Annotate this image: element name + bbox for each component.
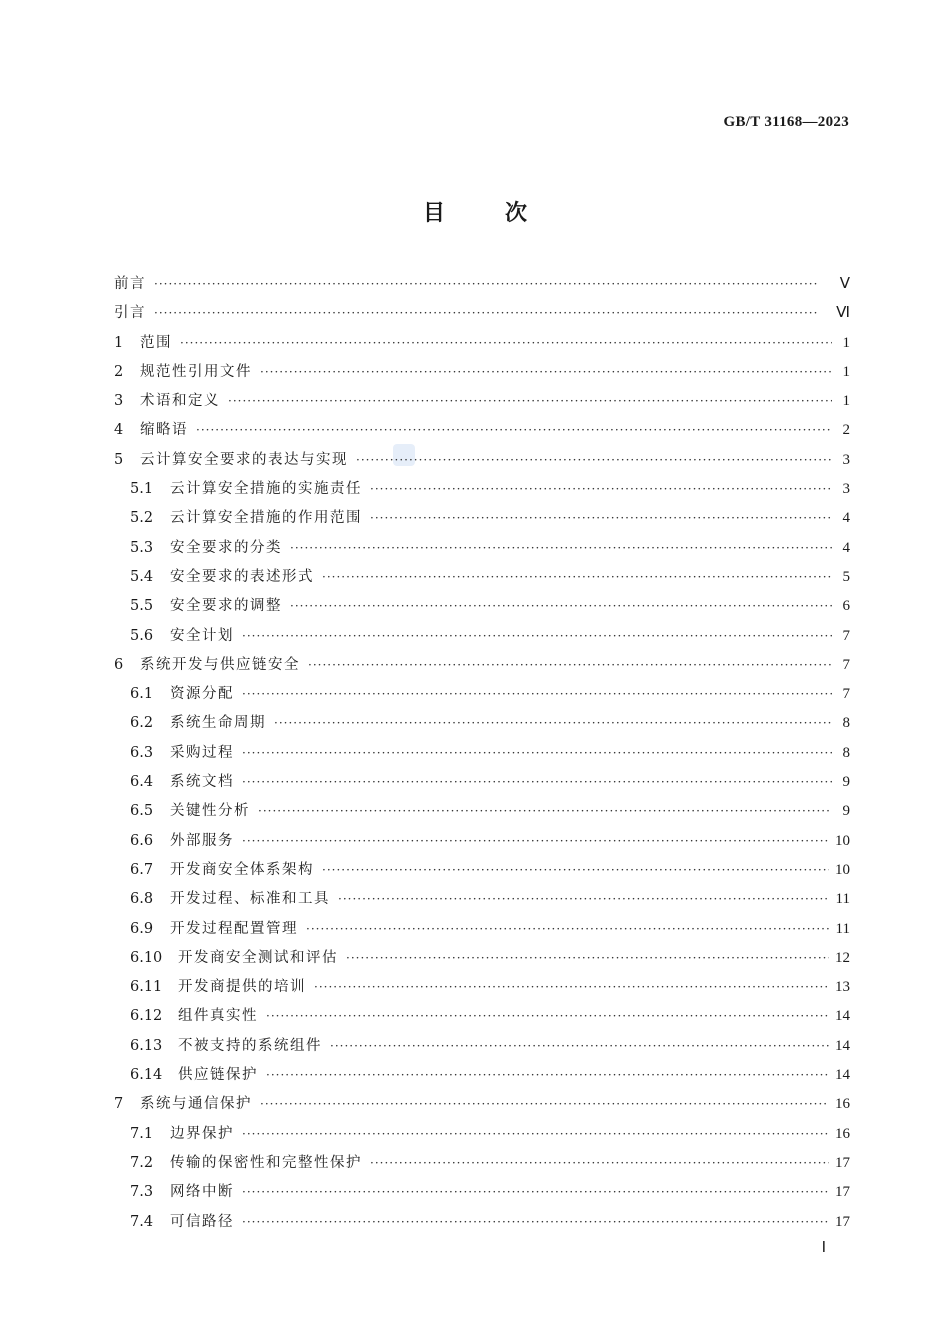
toc-entry[interactable] [114, 827, 850, 856]
toc-entry[interactable] [114, 299, 850, 328]
toc-entry-page: 1 [842, 334, 850, 351]
toc-entry[interactable] [114, 622, 850, 651]
toc-entry[interactable] [114, 885, 850, 914]
toc-entry-page: Ⅴ [839, 276, 850, 292]
toc-entry-title: 不被支持的系统组件 [178, 1037, 322, 1054]
toc-entry-page: 1 [842, 363, 850, 380]
table-of-contents [114, 270, 850, 1237]
toc-entry-number: 6.4 [130, 774, 154, 791]
page-folio: Ⅰ [821, 1240, 826, 1256]
toc-entry[interactable] [114, 446, 850, 475]
toc-entry-number: 7 [114, 1096, 124, 1113]
toc-entry-page: 5 [842, 568, 850, 585]
page-title-part2: 次 [505, 201, 528, 226]
toc-leader-dots [322, 563, 832, 592]
toc-entry-title: 云计算安全要求的表达与实现 [140, 451, 348, 468]
toc-entry-page: 10 [835, 861, 850, 878]
toc-entry-title: 引言 [114, 305, 146, 322]
toc-entry-page: 13 [835, 979, 850, 996]
toc-entry-title: 系统与通信保护 [140, 1096, 252, 1113]
toc-entry-page: 9 [842, 774, 850, 791]
page-title-part1: 目 [422, 201, 445, 226]
toc-entry-page: 9 [842, 803, 850, 820]
page-title [0, 196, 950, 227]
toc-entry-number: 7.1 [130, 1125, 154, 1142]
toc-entry-page: 7 [842, 627, 850, 644]
toc-entry-page: 3 [842, 451, 850, 468]
toc-entry-number: 7.3 [130, 1184, 154, 1201]
toc-entry[interactable] [114, 680, 850, 709]
toc-entry-title: 系统开发与供应链安全 [140, 656, 300, 673]
toc-entry-title: 采购过程 [170, 744, 234, 761]
toc-entry-page: 6 [842, 598, 850, 615]
toc-leader-dots [266, 1002, 829, 1031]
toc-entry[interactable] [114, 358, 850, 387]
toc-entry-number: 6.1 [130, 686, 154, 703]
toc-entry[interactable] [114, 504, 850, 533]
toc-entry-number: 5.3 [130, 539, 154, 556]
toc-entry-page: 17 [835, 1184, 850, 1201]
toc-entry-title: 网络中断 [170, 1184, 234, 1201]
toc-entry[interactable] [114, 651, 850, 680]
toc-leader-dots [260, 1090, 829, 1119]
toc-entry-number: 6.9 [130, 920, 154, 937]
toc-entry-number: 6.14 [130, 1067, 163, 1084]
toc-entry[interactable] [114, 1149, 850, 1178]
toc-entry-number: 6.12 [130, 1008, 163, 1025]
toc-entry[interactable] [114, 387, 850, 416]
toc-entry-page: 11 [835, 920, 850, 937]
toc-entry[interactable] [114, 1090, 850, 1119]
toc-leader-dots [242, 1208, 829, 1237]
toc-entry-page: 2 [842, 422, 850, 439]
toc-leader-dots [154, 270, 832, 299]
toc-entry-title: 安全要求的调整 [170, 598, 282, 615]
toc-entry[interactable] [114, 329, 850, 358]
toc-entry-page: 17 [835, 1154, 850, 1171]
toc-entry-title: 范围 [140, 334, 172, 351]
toc-entry-title: 边界保护 [170, 1125, 234, 1142]
toc-entry[interactable] [114, 1061, 850, 1090]
toc-leader-dots [314, 973, 829, 1002]
toc-entry-number: 5 [114, 451, 124, 468]
toc-entry[interactable] [114, 592, 850, 621]
toc-entry-title: 系统生命周期 [170, 715, 266, 732]
toc-leader-dots [180, 329, 832, 358]
toc-entry-title: 开发过程配置管理 [170, 920, 298, 937]
toc-entry-number: 6.6 [130, 832, 154, 849]
toc-leader-dots [370, 1149, 829, 1178]
toc-entry-number: 6.7 [130, 861, 154, 878]
toc-entry-title: 缩略语 [140, 422, 188, 439]
toc-entry-title: 安全要求的分类 [170, 539, 282, 556]
toc-entry[interactable] [114, 475, 850, 504]
toc-entry-title: 组件真实性 [178, 1008, 258, 1025]
toc-entry-number: 6.8 [130, 891, 154, 908]
toc-entry-number: 6 [114, 656, 124, 673]
toc-entry-page: 16 [835, 1125, 850, 1142]
toc-entry[interactable] [114, 915, 850, 944]
toc-entry-title: 资源分配 [170, 686, 234, 703]
toc-entry-number: 3 [114, 393, 124, 410]
toc-entry[interactable] [114, 973, 850, 1002]
toc-entry-number: 6.5 [130, 803, 154, 820]
toc-leader-dots [290, 534, 832, 563]
toc-leader-dots [308, 651, 832, 680]
toc-entry[interactable] [114, 1208, 850, 1237]
toc-entry-number: 6.13 [130, 1037, 163, 1054]
toc-entry-title: 术语和定义 [140, 393, 220, 410]
toc-leader-dots [242, 680, 832, 709]
toc-entry-number: 1 [114, 334, 124, 351]
toc-entry-page: 17 [835, 1213, 850, 1230]
toc-leader-dots [242, 768, 832, 797]
toc-entry-title: 开发商安全测试和评估 [178, 949, 338, 966]
toc-entry-title: 云计算安全措施的作用范围 [170, 510, 362, 527]
toc-leader-dots [338, 885, 830, 914]
toc-entry[interactable] [114, 797, 850, 826]
toc-entry[interactable] [114, 416, 850, 445]
toc-entry-page: 3 [842, 481, 850, 498]
toc-entry-page: 12 [835, 949, 850, 966]
toc-entry[interactable] [114, 768, 850, 797]
toc-entry-number: 5.2 [130, 510, 154, 527]
toc-leader-dots [242, 827, 829, 856]
toc-entry-number: 6.10 [130, 949, 163, 966]
toc-entry-page: 14 [835, 1008, 850, 1025]
toc-leader-dots [242, 622, 832, 651]
toc-leader-dots [242, 1178, 829, 1207]
toc-leader-dots [260, 358, 832, 387]
toc-entry-title: 前言 [114, 276, 146, 292]
toc-entry[interactable] [114, 1002, 850, 1031]
toc-entry-number: 6.3 [130, 744, 154, 761]
toc-entry[interactable] [114, 944, 850, 973]
toc-entry-page: Ⅵ [836, 305, 850, 322]
toc-entry[interactable] [114, 739, 850, 768]
toc-entry-number: 5.5 [130, 598, 154, 615]
toc-entry-title: 规范性引用文件 [140, 363, 252, 380]
toc-entry-title: 传输的保密性和完整性保护 [170, 1154, 362, 1171]
toc-entry-page: 8 [842, 715, 850, 732]
toc-entry[interactable] [114, 856, 850, 885]
toc-leader-dots [330, 1032, 829, 1061]
toc-leader-dots [322, 856, 829, 885]
document-code: GB/T 31168—2023 [723, 114, 849, 130]
toc-entry-title: 供应链保护 [178, 1067, 258, 1084]
toc-entry-page: 10 [835, 832, 850, 849]
toc-entry-number: 4 [114, 422, 124, 439]
toc-entry-number: 5.4 [130, 568, 154, 585]
toc-leader-dots [266, 1061, 829, 1090]
toc-entry-page: 4 [842, 510, 850, 527]
toc-leader-dots [370, 475, 832, 504]
toc-entry-number: 5.6 [130, 627, 154, 644]
toc-leader-dots [290, 592, 832, 621]
toc-leader-dots [306, 915, 830, 944]
toc-entry[interactable] [114, 1032, 850, 1061]
toc-leader-dots [274, 709, 832, 738]
toc-entry-title: 外部服务 [170, 832, 234, 849]
toc-entry-title: 安全计划 [170, 627, 234, 644]
toc-entry-title: 开发商提供的培训 [178, 979, 306, 996]
toc-entry-page: 4 [842, 539, 850, 556]
toc-entry-page: 16 [835, 1096, 850, 1113]
toc-leader-dots [370, 504, 832, 533]
toc-entry-page: 7 [842, 686, 850, 703]
toc-entry-title: 云计算安全措施的实施责任 [170, 481, 362, 498]
toc-entry-number: 2 [114, 363, 124, 380]
toc-entry[interactable] [114, 1178, 850, 1207]
toc-entry-page: 14 [835, 1037, 850, 1054]
toc-leader-dots [196, 416, 832, 445]
toc-entry-title: 安全要求的表述形式 [170, 568, 314, 585]
toc-entry-page: 14 [835, 1067, 850, 1084]
toc-entry-number: 6.2 [130, 715, 154, 732]
toc-leader-dots [154, 299, 830, 328]
toc-entry-number: 7.2 [130, 1154, 154, 1171]
toc-entry-page: 11 [835, 891, 850, 908]
toc-entry[interactable] [114, 709, 850, 738]
toc-entry[interactable] [114, 270, 850, 299]
toc-leader-dots [356, 446, 832, 475]
toc-entry-number: 6.11 [130, 979, 163, 996]
toc-entry-page: 7 [842, 656, 850, 673]
toc-entry-number: 5.1 [130, 481, 154, 498]
toc-leader-dots [242, 739, 832, 768]
toc-entry-title: 系统文档 [170, 774, 234, 791]
toc-entry[interactable] [114, 1120, 850, 1149]
toc-leader-dots [242, 1120, 829, 1149]
toc-leader-dots [258, 797, 832, 826]
toc-entry-number: 7.4 [130, 1213, 154, 1230]
toc-entry-title: 开发商安全体系架构 [170, 861, 314, 878]
toc-entry-page: 1 [842, 393, 850, 410]
toc-entry-title: 开发过程、标准和工具 [170, 891, 330, 908]
toc-entry[interactable] [114, 563, 850, 592]
toc-entry[interactable] [114, 534, 850, 563]
toc-entry-page: 8 [842, 744, 850, 761]
toc-leader-dots [346, 944, 829, 973]
toc-entry-title: 关键性分析 [170, 803, 250, 820]
toc-leader-dots [228, 387, 832, 416]
toc-entry-title: 可信路径 [170, 1213, 234, 1230]
